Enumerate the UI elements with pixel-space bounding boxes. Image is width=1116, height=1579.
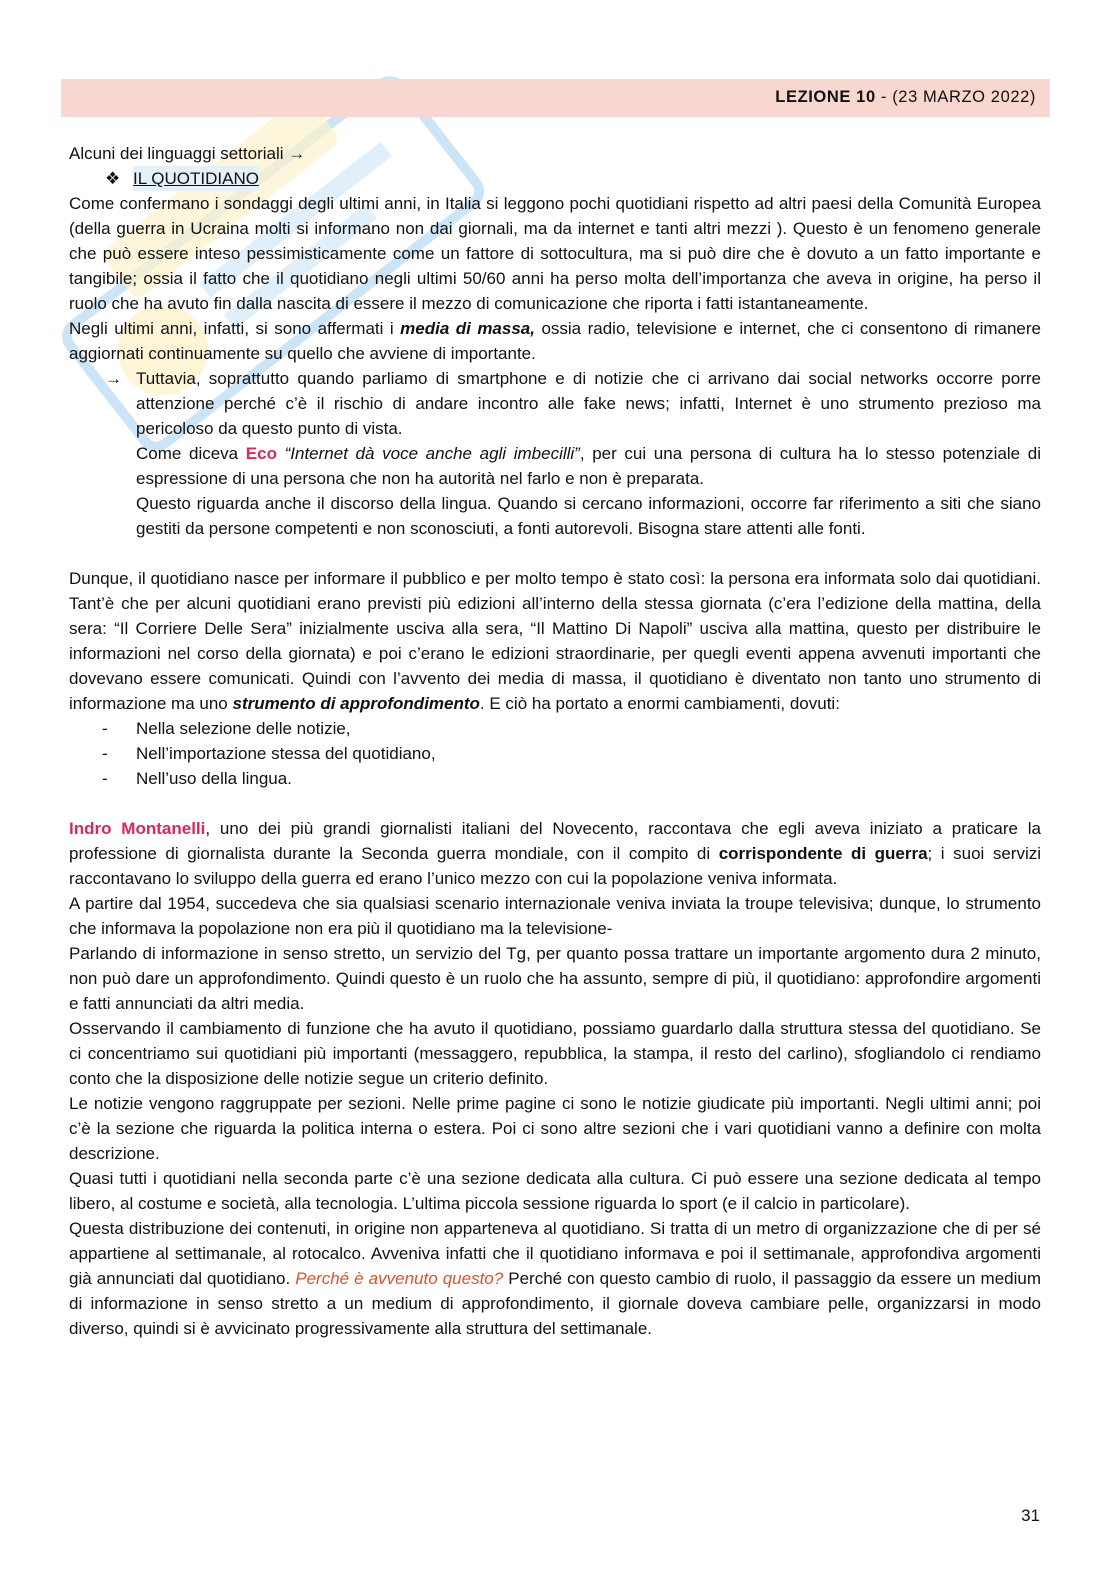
page-number: 31 — [1021, 1506, 1040, 1525]
list-item — [69, 766, 1041, 791]
paragraph-3-text-b: . E ciò ha portato a enormi cambiamenti, dovuti: — [479, 694, 840, 713]
paragraph-2 — [69, 316, 1041, 366]
paragraph-3 — [69, 566, 1041, 716]
diamond-bullet-icon: ❖ — [105, 169, 121, 188]
eco-lead: Come diceva — [136, 444, 246, 463]
corrispondente-term: corrispondente di guerra — [718, 844, 928, 863]
paragraph-8: Le notizie vengono raggruppate per sezioni. Nelle prime pagine ci sono le notizie giudicate più importanti. Negli ultimi anni; poi c’è la sezione che riguarda la politica interna o estera. Poi ci sono altre sezioni che i vari quotidiani vanno a definire con molta descrizione. — [69, 1094, 1041, 1163]
paragraph-9: Quasi tutti i quotidiani nella seconda parte c’è una sezione dedicata alla cultura. Ci può essere una sezione dedicata al tempo libero, al costume e società, alla tecnologia. L’ultima piccola sessione riguarda lo sport (e il calcio in particolare). — [69, 1169, 1041, 1213]
paragraph-4-text-b: ; i suoi servizi raccontavano lo sviluppo della guerra ed erano l’unico mezzo con cui la popolazione veniva informata. — [69, 844, 1042, 888]
indent-paragraph-3: Questo riguarda anche il discorso della lingua. Quando si cercano informazioni, occorre far riferimento a siti che siano gestiti da persone competenti e non sconosciuti, a fonti autorevoli. Bisogna stare attenti alle fonti. — [136, 494, 1041, 538]
paragraph-5: A partire dal 1954, succedeva che sia qualsiasi scenario internazionale veniva inviata la troupe televisiva; dunque, lo strumento che informava la popolazione non era più il quotidiano ma la televisione- — [69, 894, 1041, 938]
intro-line — [69, 141, 1041, 166]
document-body — [69, 141, 1041, 1341]
paragraph-2-text-b: ossia radio, televisione e internet, che ci consentono di rimanere aggiornati continuamente su quello che avviene di importante. — [69, 319, 1042, 363]
section-title: IL QUOTIDIANO — [133, 166, 259, 191]
paragraph-10 — [69, 1216, 1041, 1341]
indented-block — [69, 366, 1041, 541]
lesson-number: LEZIONE 10 — [775, 88, 876, 106]
paragraph-1: Come confermano i sondaggi degli ultimi anni, in Italia si leggono pochi quotidiani rispetto ad altri paesi della Comunità Europea (della guerra in Ucraina molti si informano non dai giornali, ma da internet e tanti altri mezzi ). Questo è un fenomeno generale che può essere inteso pessimisticamente come un fattore di sottocultura, ma si può dire che è dovuto a un fatto importante e tangibile; ossia il fatto che il quotidiano negli ultimi 50/60 anni ha perso molta dell’importanza che aveva in origine, ha perso il ruolo che ha avuto fin dalla nascita di essere il mezzo di comunicazione che riporta i fatti istantaneamente. — [69, 194, 1041, 313]
paragraph-6: Parlando di informazione in senso stretto, un servizio del Tg, per quanto possa trattare un importante argomento dura 2 minuto, non può dare un approfondimento. Quindi questo è un ruolo che ha assunto, sempre di più, il quotidiano: approfondire argomenti e fatti annunciati da altri media. — [69, 944, 1041, 1013]
paragraph-4 — [69, 816, 1041, 891]
dash-bullet: - — [102, 744, 108, 763]
lesson-date: - (23 MARZO 2022) — [875, 88, 1036, 106]
list-item-text: Nell’importazione stessa del quotidiano, — [136, 744, 436, 763]
list-item — [69, 741, 1041, 766]
montanelli-name: Indro Montanelli — [69, 819, 206, 838]
eco-tail: , per cui una persona di cultura ha lo stesso potenziale di espressione di una persona che non ha autorità nel farlo e non è preparata. — [136, 444, 1042, 488]
paragraph-3-text-a: Dunque, il quotidiano nasce per informare il pubblico e per molto tempo è stato così: la persona era informata solo dai quotidiani. Tant’è che per alcuni quotidiani erano previsti più edizioni all’interno della stessa giornata (c’era l’edizione della mattina, della sera: “Il Corriere Delle Sera” inizialmente usciva alla sera, “Il Mattino Di Napoli” usciva alla mattina, questo per distribuire le informazioni nel corso della giornata) e poi c’erano le edizioni straordinarie, per quegli eventi appena avvenuti importanti che dovevano essere comunicati. Quindi con l’avvento dei media di massa, il quotidiano è diventato non tanto uno strumento di informazione ma uno — [69, 569, 1041, 713]
indent-paragraph-2 — [136, 441, 1041, 491]
paragraph-7: Osservando il cambiamento di funzione che ha avuto il quotidiano, possiamo guardarlo dalla struttura stessa del quotidiano. Se ci concentriamo sui quotidiani più importanti (messaggero, repubblica, la stampa, il resto del carlino), sfogliandolo ci rendiamo conto che la disposizione delle notizie segue un criterio definito. — [69, 1019, 1041, 1088]
paragraph-4-text-a: , uno dei più grandi giornalisti italiani del Novecento, raccontava che egli aveva iniziato a praticare la professione di giornalista durante la Seconda guerra mondiale, con il compito di — [69, 819, 1041, 863]
intro-text: Alcuni dei linguaggi settoriali — [69, 144, 284, 163]
changes-list — [69, 716, 1041, 791]
arrow-right-icon: → — [288, 144, 306, 163]
eco-name: Eco — [245, 444, 277, 463]
highlighted-question: Perché è avvenuto questo? — [295, 1269, 504, 1288]
list-item — [69, 716, 1041, 741]
list-item-text: Nella selezione delle notizie, — [136, 719, 351, 738]
strumento-term: strumento di approfondimento — [232, 694, 480, 713]
indent-paragraph-1: Tuttavia, soprattutto quando parliamo di smartphone e di notizie che ci arrivano dai social networks occorre porre attenzione perché c’è il rischio di andare incontro alle fake news; infatti, Internet è uno strumento prezioso ma pericoloso da questo punto di vista. — [136, 369, 1041, 438]
paragraph-10-text-b: Perché con questo cambio di ruolo, il passaggio da essere un medium di informazione in senso stretto a un medium di approfondimento, il giornale doveva cambiare pelle, organizzarsi in modo diverso, quindi si è avvicinato progressivamente alla struttura del settimanale. — [69, 1269, 1041, 1338]
eco-quote: “Internet dà voce anche agli imbecilli” — [276, 444, 580, 463]
lesson-header — [775, 88, 1036, 107]
spacer — [69, 791, 1041, 816]
paragraph-2-text-a: Negli ultimi anni, infatti, si sono affermati i — [69, 319, 401, 338]
media-di-massa-term: media di massa, — [400, 319, 535, 338]
lesson-header-band — [61, 79, 1050, 117]
arrow-right-icon: → — [105, 369, 122, 388]
dash-bullet: - — [102, 769, 108, 788]
paragraph-10-text-a: Questa distribuzione dei contenuti, in origine non apparteneva al quotidiano. Si tratta di un metro di organizzazione che di per sé appartiene al settimanale, al rotocalco. Avveniva infatti che il quotidiano informava e poi il settimanale, approfondiva argomenti già annunciati dal quotidiano. — [69, 1219, 1041, 1288]
spacer — [69, 541, 1041, 566]
section-heading — [105, 166, 1041, 191]
dash-bullet: - — [102, 719, 108, 738]
list-item-text: Nell’uso della lingua. — [136, 769, 292, 788]
